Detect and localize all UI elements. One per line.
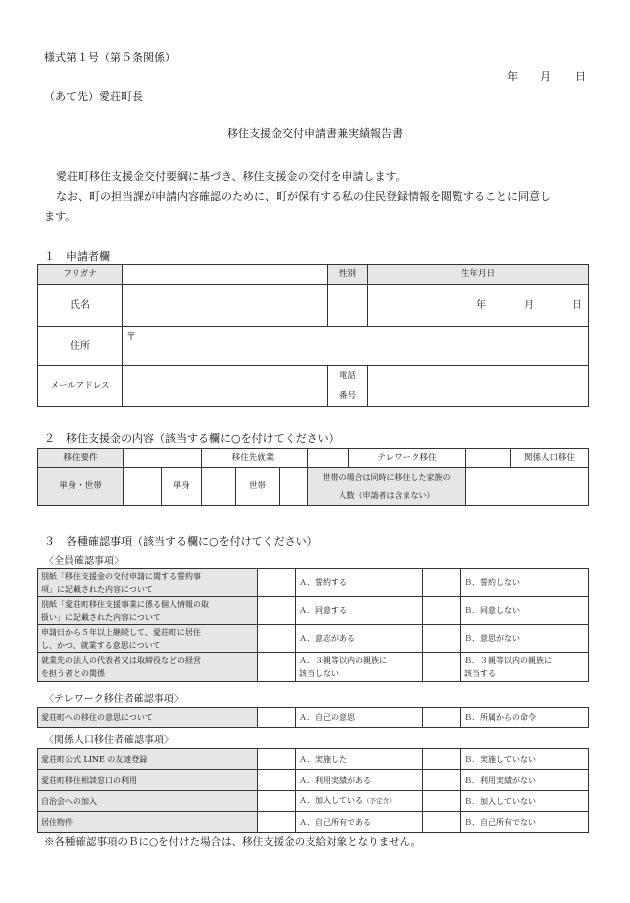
furigana-field[interactable]	[123, 265, 328, 285]
telework-option: テレワーク移住	[377, 453, 437, 463]
birth-month: 月	[524, 300, 534, 311]
relation-question: 愛荘町公式 LINE の友達登録	[38, 749, 258, 770]
family-count-field[interactable]	[466, 468, 589, 506]
household-mark-1[interactable]	[124, 468, 162, 506]
requirement-label: 移住要件	[38, 449, 124, 468]
employment-option: 移住先就業	[202, 449, 308, 468]
intro-line-3: ます。	[44, 210, 77, 223]
birthdate-label: 生年月日	[368, 265, 589, 285]
email-field[interactable]	[123, 366, 328, 407]
requirement-mark-1[interactable]	[124, 449, 202, 468]
intro-line-2: なお、町の担当課が申請内容確認のために、町が保有する私の住民登録情報を閲覧することに同意し	[56, 190, 551, 203]
relation-b-mark[interactable]	[423, 791, 461, 812]
confirm-row-a: Ａ．誓約する	[296, 569, 423, 597]
confirm-row-b: Ｂ．３親等以内の親族に 該当する	[461, 653, 589, 682]
confirm-row-b-mark[interactable]	[423, 625, 461, 653]
postal-mark: 〒	[126, 332, 136, 343]
confirm-row-question: 別紙「愛荘町移住支援事業に係る個人情報の取 扱い」に記載された内容について	[38, 597, 258, 625]
household-option: 世帯	[236, 468, 280, 506]
relation-b: Ｂ．実施していない	[461, 749, 589, 770]
confirm-telework-table	[37, 707, 589, 728]
relation-b: Ｂ．加入していない	[461, 791, 589, 812]
email-label: メールアドレス	[38, 366, 123, 407]
birthdate-field[interactable]	[368, 285, 589, 327]
confirm-row-b-mark[interactable]	[423, 653, 461, 682]
address-label: 住所	[38, 327, 123, 366]
confirm-row-a-mark[interactable]	[258, 625, 296, 653]
telework-a: Ａ．自己の意思	[296, 708, 423, 728]
telework-question: 愛荘町への移住の意思について	[38, 708, 258, 728]
phone-field[interactable]	[368, 366, 589, 407]
relation-a-mark[interactable]	[258, 770, 296, 791]
telework-cell[interactable]	[308, 449, 466, 468]
relation-question: 愛荘町移住相談窓口の利用	[38, 770, 258, 791]
relation-question: 自治会への加入	[38, 791, 258, 812]
gender-label: 性別	[328, 265, 368, 285]
date-day: 日	[575, 70, 586, 83]
name-label: 氏名	[38, 285, 123, 327]
confirm-row-b: Ｂ．同意しない	[461, 597, 589, 625]
confirm-row-b-mark[interactable]	[423, 597, 461, 625]
relation-option: 関係人口移住	[524, 453, 576, 463]
telework-a-mark[interactable]	[258, 708, 296, 728]
relation-b: Ｂ．自己所有でない	[461, 812, 589, 833]
relation-a-mark[interactable]	[258, 812, 296, 833]
footnote: ※各種確認事項のＢに○を付けた場合は、移住支援金の支給対象となりません。	[44, 836, 422, 848]
confirm-row-a-mark[interactable]	[258, 597, 296, 625]
relation-question: 居住物件	[38, 812, 258, 833]
relation-b-mark[interactable]	[423, 749, 461, 770]
intro-line-1: 愛荘町移住支援金交付要綱に基づき、移住支援金の交付を申請します。	[56, 170, 407, 183]
recipient: （あて先）愛荘町長	[44, 90, 143, 103]
confirm-row-a: Ａ．意志がある	[296, 625, 423, 653]
single-option: 単身	[162, 468, 202, 506]
relation-cell[interactable]	[466, 449, 589, 468]
confirm-row-a-mark[interactable]	[258, 653, 296, 682]
relation-a-mark[interactable]	[258, 791, 296, 812]
section1-heading: １ 申請者欄	[44, 250, 110, 263]
relation-b: Ｂ．利用実績がない	[461, 770, 589, 791]
name-field[interactable]	[123, 285, 328, 327]
confirm-row-a: Ａ．同意する	[296, 597, 423, 625]
form-number: 様式第１号（第５条関係）	[44, 51, 176, 64]
single-mark[interactable]	[202, 468, 236, 506]
relation-b-mark[interactable]	[423, 770, 461, 791]
confirm-row-a-mark[interactable]	[258, 569, 296, 597]
section3-heading: ３ 各種確認事項（該当する欄に○を付けてください）	[44, 535, 318, 548]
group3-label: 〈関係人口移住者確認事項〉	[44, 735, 174, 746]
confirm-row-a: Ａ．３親等以内の親族に 該当しない	[296, 653, 423, 682]
furigana-label: フリガナ	[38, 265, 123, 285]
confirm-relation-table	[37, 748, 589, 833]
confirm-row-question: 就業先の法人の代表者又は取締役などの経営 を担う者との関係	[38, 653, 258, 682]
phone-label: 電話 番号	[328, 366, 368, 407]
household-mark[interactable]	[280, 468, 308, 506]
household-label: 単身・世帯	[38, 468, 124, 506]
gender-field[interactable]	[328, 285, 368, 327]
date-year: 年	[507, 70, 518, 83]
relation-a: Ａ．加入している（予定含）	[296, 791, 423, 812]
birth-day: 日	[572, 300, 582, 311]
relation-a: Ａ．自己所有である	[296, 812, 423, 833]
confirm-row-question: 申請日から５年以上継続して、愛荘町に居住 し、かつ、就業する意思について	[38, 625, 258, 653]
address-field[interactable]	[123, 327, 589, 366]
section2-heading: ２ 移住支援金の内容（該当する欄に○を付けてください）	[44, 432, 340, 445]
applicant-table	[37, 264, 589, 407]
birth-year: 年	[476, 300, 486, 311]
group1-label: 〈全員確認事項〉	[44, 556, 124, 567]
group2-label: 〈テレワーク移住者確認事項〉	[44, 694, 184, 705]
relation-b-mark[interactable]	[423, 812, 461, 833]
support-content-table	[37, 448, 589, 506]
confirm-row-b: Ｂ．意思がない	[461, 625, 589, 653]
page-title: 移住支援金交付申請書兼実績報告書	[227, 127, 403, 140]
confirm-row-b: Ｂ．誓約しない	[461, 569, 589, 597]
family-count-note: 世帯の場合は同時に移住した家族の 人数（申請者は含まない）	[308, 468, 466, 506]
relation-a-mark[interactable]	[258, 749, 296, 770]
relation-a: Ａ．実施した	[296, 749, 423, 770]
relation-a: Ａ．利用実績がある	[296, 770, 423, 791]
confirm-row-question: 別紙「移住支援金の交付申請に関する誓約事 項」に記載された内容について	[38, 569, 258, 597]
confirm-row-b-mark[interactable]	[423, 569, 461, 597]
telework-b-mark[interactable]	[423, 708, 461, 728]
telework-b: Ｂ．所属からの命令	[461, 708, 589, 728]
date-month: 月	[540, 70, 551, 83]
confirm-all-table	[37, 568, 589, 682]
